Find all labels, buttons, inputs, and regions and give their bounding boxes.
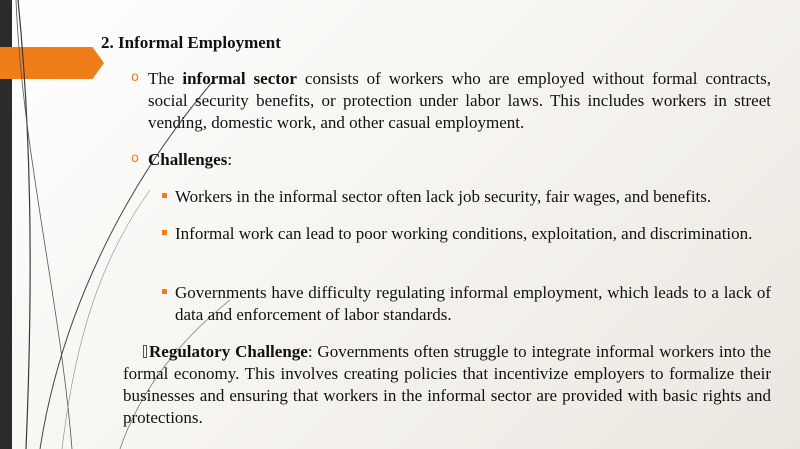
point1-text: consists of workers who are employed without formal contracts, social security benefits, or protection under labor laws. This includes workers in street vending, domestic work, and other casual employment. [148, 69, 771, 132]
orange-square-bullet-icon [162, 230, 167, 235]
missing-glyph-icon [143, 345, 147, 358]
regulatory-challenge-paragraph [123, 341, 771, 429]
challenges-heading [148, 149, 771, 171]
challenge-item-1: Workers in the informal sector often lack job security, fair wages, and benefits. [175, 187, 712, 206]
point1-term: informal sector [182, 69, 297, 88]
slide-heading: 2. Informal Employment [101, 33, 281, 52]
orange-square-bullet-icon [162, 193, 167, 198]
point1-lead: The [148, 69, 183, 88]
point3-term: Regulatory Challenge [149, 342, 308, 361]
orange-square-bullet-icon [162, 289, 167, 294]
informal-sector-paragraph [148, 68, 771, 134]
hollow-o-bullet-icon: o [131, 70, 139, 85]
hollow-o-bullet-icon: o [131, 151, 139, 166]
point2-colon: : [227, 150, 233, 169]
point3-text: : Governments often struggle to integrate informal workers into the formal economy. This involves creating policies that incentivize employers to formalize their businesses and ensuring that workers in the informal sector are provided with basic rights and protections. [123, 342, 772, 427]
point2-term: Challenges [148, 150, 228, 169]
challenge-item-2: Informal work can lead to poor working conditions, exploitation, and discrimination. [175, 224, 753, 243]
challenge-item-3: Governments have difficulty regulating informal employment, which leads to a lack of data and enforcement of labor standards. [175, 283, 771, 324]
